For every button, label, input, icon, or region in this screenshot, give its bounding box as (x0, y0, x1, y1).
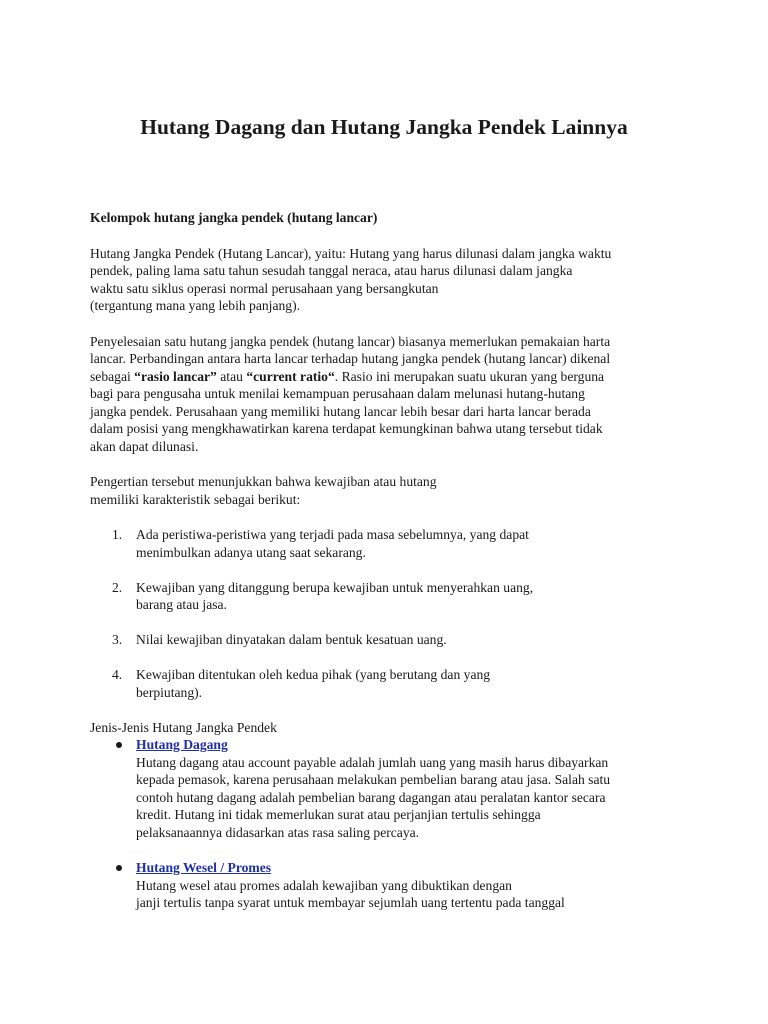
list-text-line: menimbulkan adanya utang saat sekarang. (136, 544, 366, 560)
list-item (90, 631, 690, 649)
types-list (90, 736, 690, 912)
paragraph-line: dalam posisi yang mengkhawatirkan karena terdapat kemungkinan bahwa utang tersebut tidak (90, 421, 603, 436)
bullet-icon (116, 742, 122, 748)
list-number: 2. (112, 579, 123, 595)
paragraph-text: atau (216, 368, 247, 384)
paragraph-characteristics-intro (90, 473, 690, 508)
page-title: Hutang Dagang dan Hutang Jangka Pendek Lainnya (140, 115, 628, 139)
description-line: Hutang wesel atau promes adalah kewajiban yang dibuktikan dengan (136, 877, 512, 893)
paragraph-line: akan dapat dilunasi. (90, 438, 199, 454)
list-item (90, 526, 690, 561)
term-rasio-lancar: “rasio lancar” (134, 368, 217, 384)
paragraph-text: sebagai (90, 368, 135, 384)
paragraph-line: lancar. Perbandingan antara harta lancar terhadap hutang jangka pendek (hutang lancar) dikenal (90, 351, 611, 366)
list-item (90, 859, 690, 912)
list-item (90, 666, 690, 701)
type-description (136, 754, 690, 842)
description-line: kepada pemasok, karena perusahaan melakukan pembelian barang atau jasa. Salah satu (136, 772, 611, 787)
paragraph-definition (90, 245, 690, 315)
list-number: 3. (112, 632, 123, 647)
list-text-line: Nilai kewajiban dinyatakan dalam bentuk kesatuan uang. (136, 632, 447, 647)
paragraph-line: bagi para pengusaha untuk menilai kemampuan perusahaan dalam melunasi hutang-hutang (90, 386, 585, 401)
description-line: Hutang dagang atau account payable adalah jumlah uang yang masih harus dibayarkan (136, 754, 609, 770)
paragraph-line: (tergantung mana yang lebih panjang). (90, 298, 301, 313)
type-description (136, 877, 690, 912)
section-heading: Kelompok hutang jangka pendek (hutang lancar) (90, 210, 378, 225)
paragraph-line: Hutang Jangka Pendek (Hutang Lancar), yaitu: Hutang yang harus dilunasi dalam jangka waktu (90, 245, 612, 261)
description-line: contoh hutang dagang adalah pembelian barang dagangan atau peralatan kantor secara (136, 789, 606, 805)
types-heading: Jenis-Jenis Hutang Jangka Pendek (90, 719, 277, 735)
paragraph-line: pendek, paling lama satu tahun sesudah tanggal neraca, atau harus dilunasi dalam jangka (90, 263, 573, 278)
paragraph-text: . Rasio ini merupakan suatu ukuran yang berguna (334, 368, 605, 384)
description-line: kredit. Hutang ini tidak memerlukan surat atau perjanjian tertulis sehingga (136, 807, 541, 822)
paragraph-line: Pengertian tersebut menunjukkan bahwa kewajiban atau hutang (90, 474, 437, 489)
list-number: 4. (112, 667, 123, 682)
document-body (90, 209, 690, 930)
list-text-line: Ada peristiwa-peristiwa yang terjadi pada masa sebelumnya, yang dapat (136, 527, 529, 542)
term-current-ratio: “current ratio“ (246, 368, 335, 384)
list-number: 1. (112, 527, 123, 542)
description-line: pelaksanaannya didasarkan atas rasa saling percaya. (136, 824, 420, 840)
paragraph-current-ratio (90, 333, 690, 456)
list-text-line: Kewajiban ditentukan oleh kedua pihak (yang berutang dan yang (136, 667, 491, 682)
paragraph-line: Penyelesaian satu hutang jangka pendek (hutang lancar) biasanya memerlukan pemakaian harta (90, 333, 611, 349)
list-item (90, 579, 690, 614)
link-hutang-dagang[interactable]: Hutang Dagang (136, 737, 228, 752)
bullet-icon (116, 865, 122, 871)
list-text-line: berpiutang). (136, 684, 203, 700)
characteristics-list (90, 526, 690, 701)
description-line: janji tertulis tanpa syarat untuk membayar sejumlah uang tertentu pada tanggal (136, 895, 565, 910)
paragraph-line: memiliki karakteristik sebagai berikut: (90, 491, 301, 507)
paragraph-line: waktu satu siklus operasi normal perusahaan yang bersangkutan (90, 280, 439, 296)
list-text-line: barang atau jasa. (136, 597, 227, 612)
list-text-line: Kewajiban yang ditanggung berupa kewajiban untuk menyerahkan uang, (136, 579, 534, 595)
link-hutang-wesel-promes[interactable]: Hutang Wesel / Promes (136, 860, 272, 875)
list-item (90, 736, 690, 841)
paragraph-line: jangka pendek. Perusahaan yang memiliki hutang lancar lebih besar dari harta lancar berada (90, 403, 591, 419)
